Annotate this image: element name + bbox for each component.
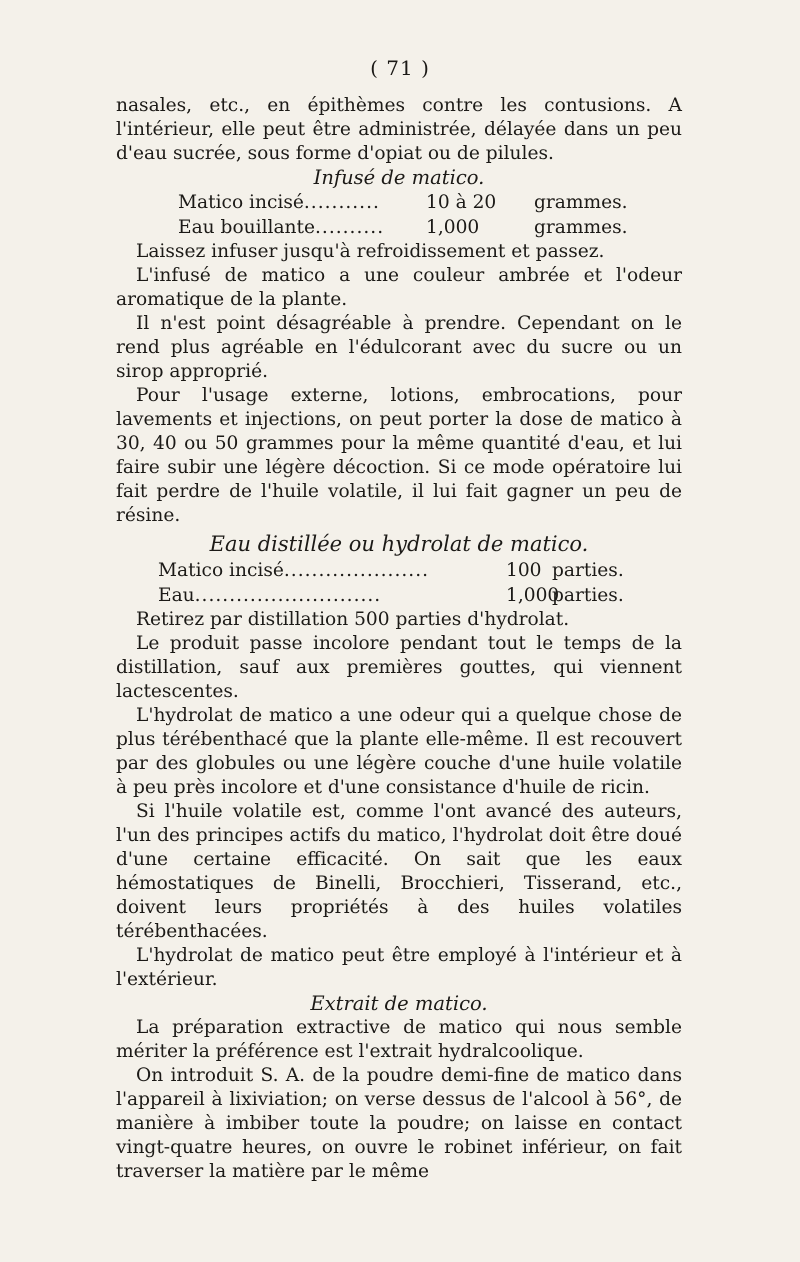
ingredient-name (178, 215, 384, 240)
section-heading: Eau distillée ou hydrolat de matico. (209, 532, 589, 556)
ingredient-label: Matico incisé (178, 192, 304, 213)
ingredient-quantity: 1,000 (506, 585, 560, 606)
recipe-table (116, 190, 682, 240)
ingredient-unit: grammes. (534, 192, 628, 213)
paragraph: Il n'est point désagréable à prendre. Cependant on le rend plus agréable en l'édulcorant avec du sucre ou un sirop approprié. (116, 313, 682, 382)
paragraph: L'infusé de matico a une couleur ambrée et l'odeur aromatique de la plante. (116, 265, 682, 310)
ingredient-quantity: 10 à 20 (426, 192, 497, 213)
paragraph: nasales, etc., en épithèmes contre les contusions. A l'intérieur, elle peut être administrée, délayée dans un peu d'eau sucrée, sous forme d'opiat ou de pilules. (116, 95, 682, 164)
paragraph: L'hydrolat de matico a une odeur qui a quelque chose de plus térébenthacé que la plante elle-même. Il est recouvert par des globules ou une légère couche d'une huile volatile à peu près incolore et d'une consistance d'huile de ricin. (116, 705, 682, 798)
section-heading: Extrait de matico. (310, 992, 488, 1015)
paragraph: Laissez infuser jusqu'à refroidissement et passez. (136, 241, 605, 262)
ingredient-unit: grammes. (534, 217, 628, 238)
paragraph: Retirez par distillation 500 parties d'hydrolat. (136, 609, 570, 630)
paragraph: On introduit S. A. de la poudre demi-fine de matico dans l'appareil à lixiviation; on verse dessus de l'alcool à 56°, de manière à imbiber toute la poudre; on laisse en contact vingt-quatre heures, on ouvre le robinet inférieur, on fait traverser la matière par le même (116, 1065, 682, 1182)
page-number: ( 71 ) (370, 56, 430, 80)
recipe-row (116, 558, 682, 583)
ingredient-name (158, 558, 429, 583)
ingredient-unit: parties. (552, 560, 624, 581)
leader-dots: ..................... (283, 560, 430, 581)
section-heading: Infusé de matico. (313, 166, 485, 189)
recipe-row (116, 215, 682, 240)
ingredient-quantity: 100 (506, 560, 542, 581)
paragraph: Pour l'usage externe, lotions, embrocations, pour lavements et injections, on peut porter la dose de matico à 30, 40 ou 50 grammes pour la même quantité d'eau, et lui faire subir une légère décoction. Si ce mode opératoire lui fait perdre de l'huile volatile, il lui fait gagner un peu de résine. (116, 385, 682, 526)
leader-dots: .......... (315, 217, 385, 238)
ingredient-label: Eau bouillante (178, 217, 315, 238)
recipe-row (116, 583, 682, 608)
paragraph: L'hydrolat de matico peut être employé à l'intérieur et à l'extérieur. (116, 945, 682, 990)
ingredient-label: Eau (158, 585, 195, 606)
recipe-table (116, 558, 682, 608)
ingredient-name (178, 190, 380, 215)
page-body-text (116, 94, 682, 1184)
paragraph: Le produit passe incolore pendant tout le temps de la distillation, sauf aux premières gouttes, qui viennent lactescentes. (116, 633, 682, 702)
ingredient-quantity: 1,000 (426, 217, 480, 238)
paragraph: Si l'huile volatile est, comme l'ont avancé des auteurs, l'un des principes actifs du matico, l'hydrolat doit être doué d'une certaine efficacité. On sait que les eaux hémostatiques de Binelli, Brocchieri, Tisserand, etc., doivent leurs propriétés à des huiles volatiles térébenthacées. (116, 801, 682, 942)
ingredient-name (158, 583, 381, 608)
ingredient-unit: parties. (552, 585, 624, 606)
leader-dots: ........... (303, 192, 380, 213)
paragraph: La préparation extractive de matico qui nous semble mériter la préférence est l'extrait hydralcoolique. (116, 1017, 682, 1062)
recipe-row (116, 190, 682, 215)
ingredient-label: Matico incisé (158, 560, 284, 581)
leader-dots: ........................... (194, 585, 382, 606)
